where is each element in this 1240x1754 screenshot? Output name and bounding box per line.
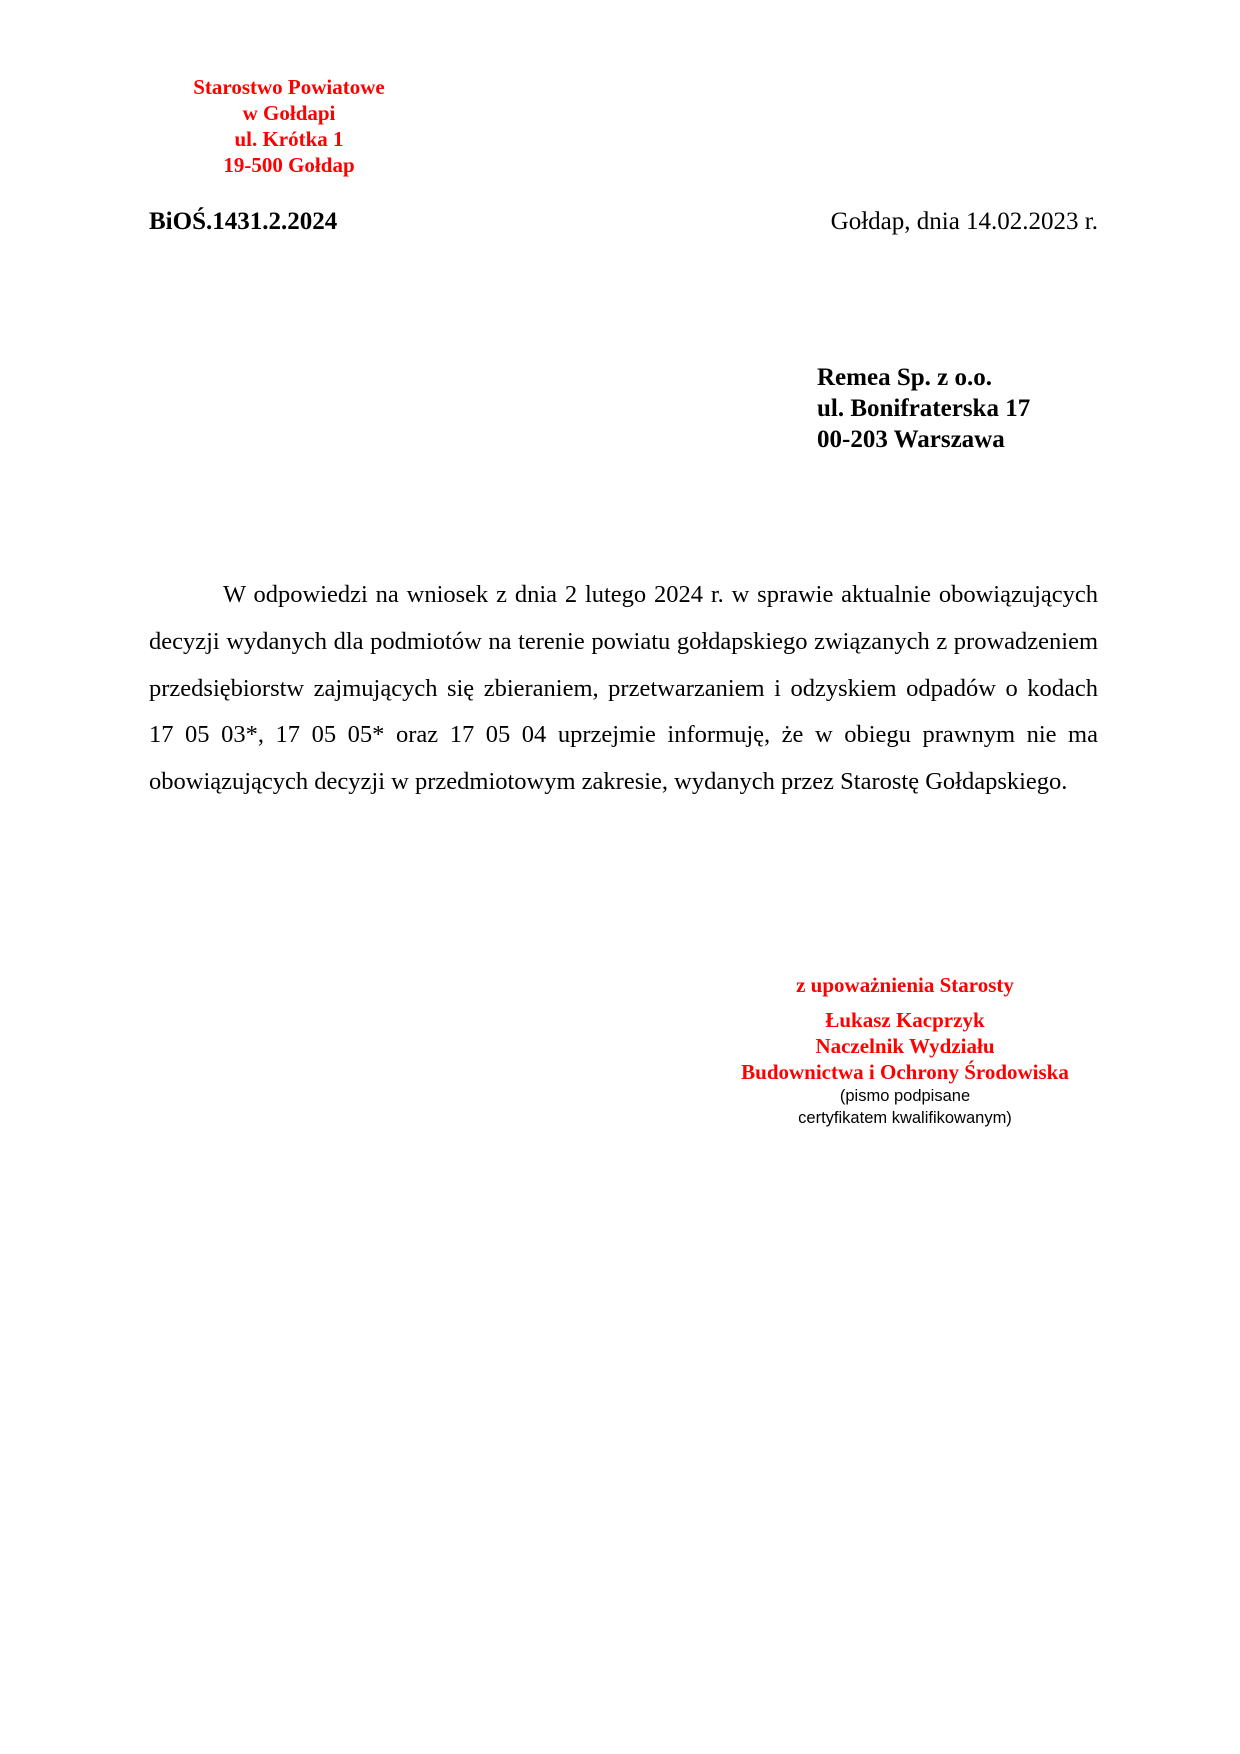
- recipient-address: [817, 362, 1030, 455]
- signatory-department: Budownictwa i Ochrony Środowiska: [741, 1060, 1069, 1084]
- issuer-address: [139, 74, 439, 178]
- recipient-line: Remea Sp. z o.o.: [817, 364, 992, 391]
- authorization-line: z upoważnienia Starosty: [796, 973, 1014, 997]
- signatory-name: Łukasz Kacprzyk: [825, 1008, 985, 1032]
- issuer-line: w Gołdapi: [242, 101, 336, 125]
- issuer-line: 19-500 Gołdap: [223, 153, 355, 177]
- issuer-line: Starostwo Powiatowe: [193, 75, 385, 99]
- recipient-line: ul. Bonifraterska 17: [817, 395, 1031, 422]
- signature-block: [705, 972, 1105, 1129]
- issuer-line: ul. Krótka 1: [234, 127, 344, 151]
- signature-note: (pismo podpisane: [839, 1087, 971, 1105]
- place-date: Gołdap, dnia 14.02.2023 r.: [830, 208, 1098, 235]
- recipient-line: 00-203 Warszawa: [817, 426, 1005, 453]
- signature-note: certyfikatem kwalifikowanym): [798, 1109, 1012, 1127]
- signatory-title: Naczelnik Wydziału: [815, 1034, 995, 1058]
- reference-number: BiOŚ.1431.2.2024: [149, 208, 338, 235]
- letter-body: W odpowiedzi na wniosek z dnia 2 lutego 2024 r. w sprawie aktualnie obowiązujących decyzji wydanych dla podmiotów na terenie powiatu gołdapskiego związanych z prowadzeniem przedsiębiorstw zajmujących się zbieraniem, przetwarzaniem i odzyskiem odpadów o kodach 17 05 03*, 17 05 05* oraz 17 05 04 uprzejmie informuję, że w obiegu prawnym nie ma obowiązujących decyzji w przedmiotowym zakresie, wydanych przez Starostę Gołdapskiego.: [149, 581, 1098, 796]
